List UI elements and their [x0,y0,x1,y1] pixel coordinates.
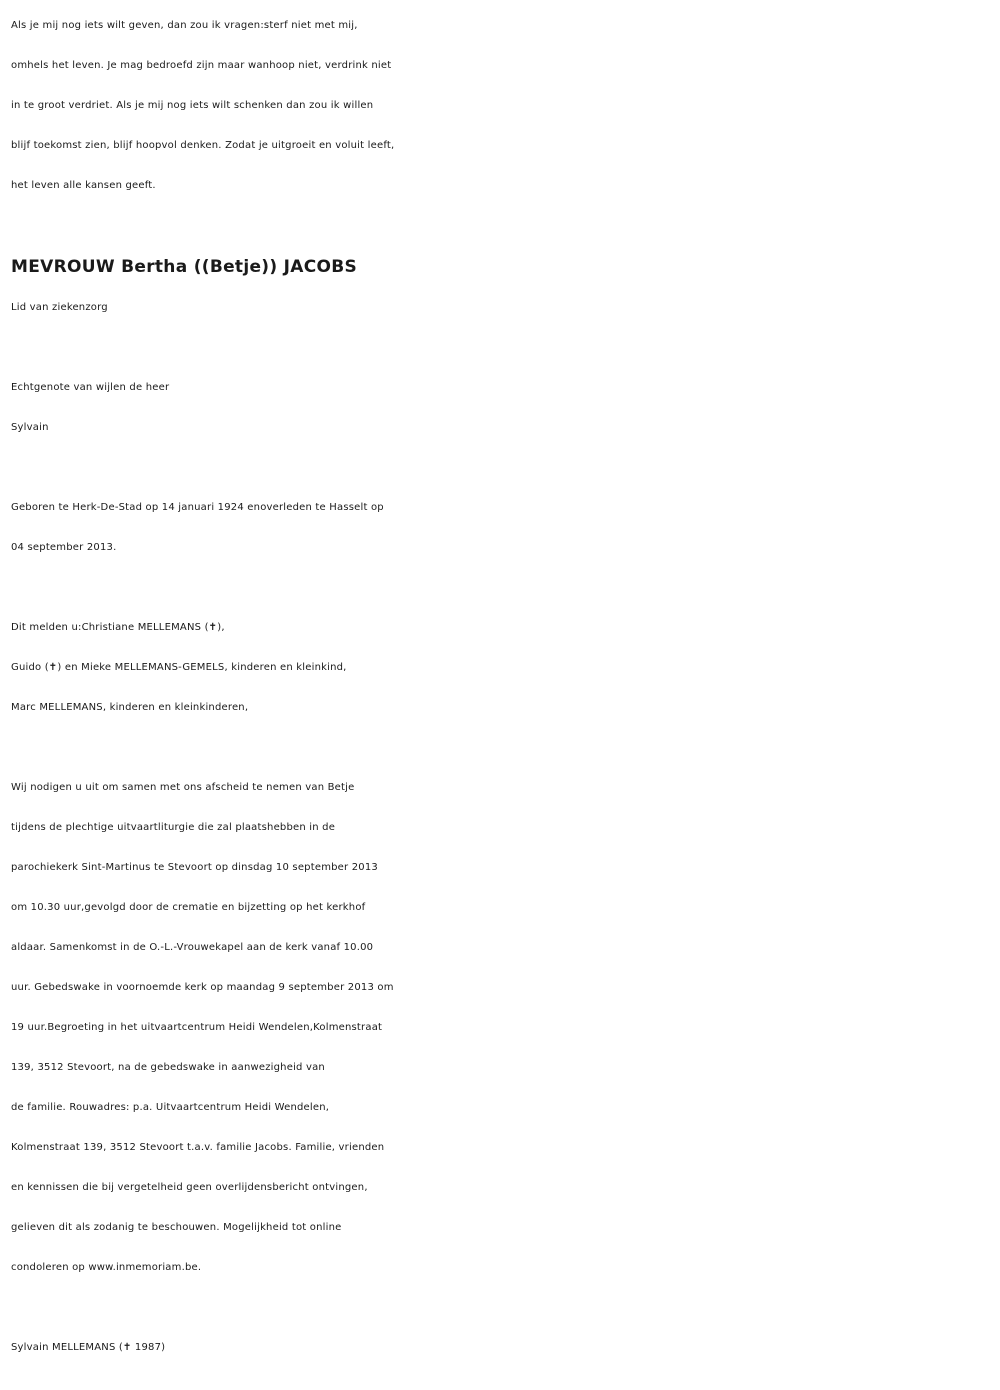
spacer [11,328,996,368]
invitation-line: en kennissen die bij vergetelheid geen overlijdensbericht ontvingen, [11,1182,368,1193]
dates-paragraph [11,488,996,568]
poem-line: het leven alle kansen geeft. [11,180,156,191]
invitation-line: 139, 3512 Stevoort, na de gebedswake in aanwezigheid van [11,1062,325,1073]
spacer [11,728,996,768]
membership-text: Lid van ziekenzorg [11,302,108,313]
invitation-paragraph [11,768,996,1288]
invitation-line: parochiekerk Sint-Martinus te Stevoort op dinsdag 10 september 2013 [11,862,378,873]
spacer [11,568,996,608]
poem-line: in te groot verdriet. Als je mij nog iets wilt schenken dan zou ik willen [11,100,374,111]
announcer-line: Dit melden u:Christiane MELLEMANS (✝), [11,622,225,633]
deceased-name: MEVROUW Bertha ((Betje)) JACOBS [11,257,358,277]
invitation-line: Wij nodigen u uit om samen met ons afscheid te nemen van Betje [11,782,355,793]
spacer [11,1288,996,1328]
invitation-line: 19 uur.Begroeting in het uitvaartcentrum Heidi Wendelen,Kolmenstraat [11,1022,383,1033]
spacer [11,448,996,488]
spacer [11,206,996,240]
poem-line: blijf toekomst zien, blijf hoopvol denken. Zodat je uitgroeit en voluit leeft, [11,140,395,151]
announcers-paragraph [11,608,996,728]
invitation-line: aldaar. Samenkomst in de O.-L.-Vrouwekapel aan de kerk vanaf 10.00 [11,942,374,953]
spouse-line: Sylvain [11,422,49,433]
invitation-line: gelieven dit als zodanig te beschouwen. Mogelijkheid tot online [11,1222,342,1233]
poem-line: omhels het leven. Je mag bedroefd zijn maar wanhoop niet, verdrink niet [11,60,392,71]
obituary-document [11,6,996,1368]
dates-line: 04 september 2013. [11,542,117,553]
invitation-line: condoleren op www.inmemoriam.be. [11,1262,202,1273]
announcer-line: Guido (✝) en Mieke MELLEMANS-GEMELS, kinderen en kleinkind, [11,662,347,673]
spouse-line: Echtgenote van wijlen de heer [11,382,170,393]
footer-spouse-name: Sylvain MELLEMANS (✝ 1987) [11,1342,166,1353]
dates-line: Geboren te Herk-De-Stad op 14 januari 1924 enoverleden te Hasselt op [11,502,384,513]
invitation-line: om 10.30 uur,gevolgd door de crematie en bijzetting op het kerkhof [11,902,366,913]
poem-line: Als je mij nog iets wilt geven, dan zou ik vragen:sterf niet met mij, [11,20,358,31]
invitation-line: uur. Gebedswake in voornoemde kerk op maandag 9 september 2013 om [11,982,394,993]
poem-paragraph [11,6,996,206]
invitation-line: de familie. Rouwadres: p.a. Uitvaartcentrum Heidi Wendelen, [11,1102,330,1113]
announcer-line: Marc MELLEMANS, kinderen en kleinkinderen, [11,702,249,713]
invitation-line: tijdens de plechtige uitvaartliturgie die zal plaatshebben in de [11,822,336,833]
invitation-line: Kolmenstraat 139, 3512 Stevoort t.a.v. familie Jacobs. Familie, vrienden [11,1142,385,1153]
spouse-paragraph [11,368,996,448]
